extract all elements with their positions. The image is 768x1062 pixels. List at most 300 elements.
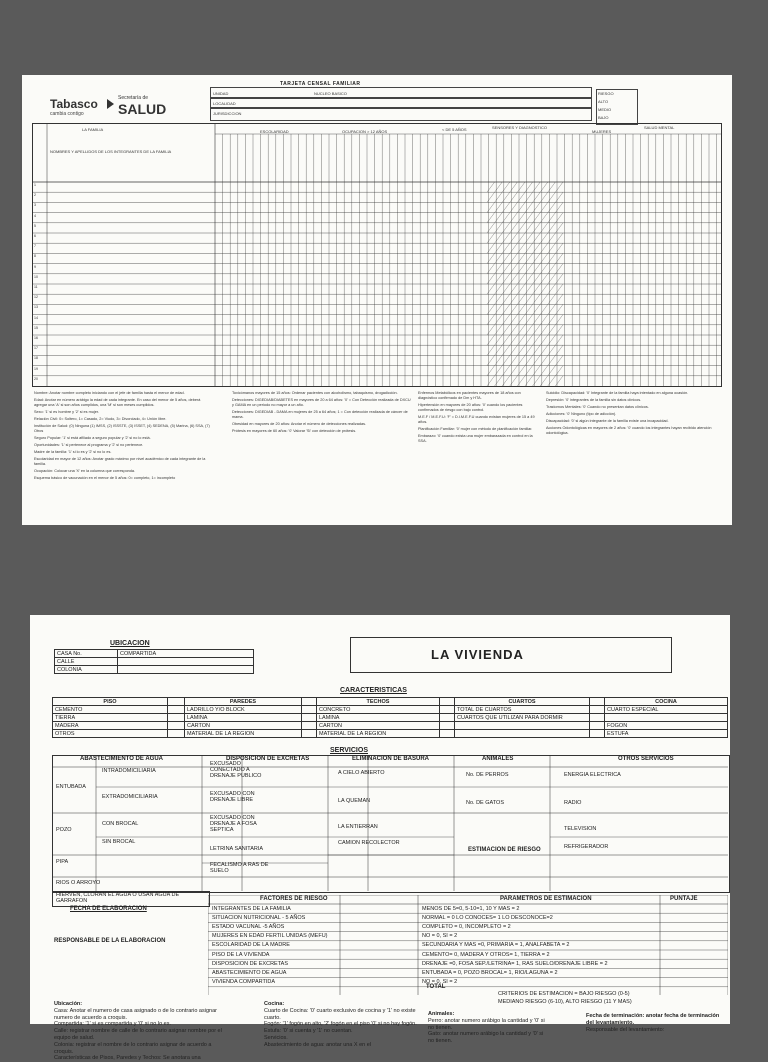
- gatos-label: No. DE GATOS: [466, 800, 505, 806]
- hatch-line: [548, 223, 556, 233]
- hatch-line: [525, 304, 533, 314]
- hatch-line: [533, 304, 541, 314]
- hatch-line: [502, 192, 510, 202]
- hatch-line: [487, 315, 495, 325]
- riesgo-label: RIESGO: [598, 91, 614, 96]
- techos-header: TECHOS: [317, 698, 440, 706]
- hatch-line: [555, 243, 563, 253]
- footer-note: Abastecimiento de agua: anotar una X en el: [264, 1041, 372, 1048]
- row-number: 18: [34, 356, 38, 361]
- entubada-label: ENTUBADA: [56, 784, 86, 790]
- parametro-estimacion: NORMAL = 0 LO CONOCES= 1 LO DESCONOCE=2: [422, 914, 553, 921]
- hatch-line: [517, 294, 525, 304]
- cuartos-check[interactable]: [590, 730, 605, 738]
- hatch-line: [555, 233, 563, 243]
- census-card-sheet: [22, 75, 732, 525]
- casa-label: CASA No.: [55, 650, 118, 658]
- legend-note: Madre de la familia: '1' si lo es y '2' si no lo es.: [34, 450, 112, 454]
- agua-header: ABASTECIMIENTO DE AGUA: [80, 756, 164, 762]
- cocina-option: FOGON: [605, 722, 728, 730]
- hatch-line: [495, 223, 503, 233]
- hatch-line: [533, 355, 541, 365]
- piso-option: TIERRA: [53, 714, 168, 722]
- factores-header: FACTORES DE RIESGO: [260, 896, 328, 902]
- hatch-line: [502, 243, 510, 253]
- hatch-line: [517, 355, 525, 365]
- col-group-salud-mental: SALUD MENTAL: [644, 125, 675, 130]
- factor-riesgo: VIVIENDA COMPARTIDA: [212, 979, 276, 986]
- hatch-line: [495, 335, 503, 345]
- hatch-line: [555, 284, 563, 294]
- legend-note: Adicciones: '0' Ninguno (tipo de adicción).: [546, 412, 617, 416]
- hatch-line: [517, 366, 525, 376]
- hatch-line: [502, 335, 510, 345]
- factor-riesgo: INTEGRANTES DE LA FAMILIA: [212, 905, 291, 912]
- estimacion-riesgo-label: ESTIMACION DE RIESGO: [468, 847, 541, 853]
- hatch-line: [525, 192, 533, 202]
- paredes-option: LADRILLO Y/O BLOCK: [185, 706, 302, 714]
- row-number: 19: [34, 366, 38, 371]
- hatch-line: [533, 243, 541, 253]
- hatch-line: [548, 182, 556, 192]
- paredes-check[interactable]: [302, 722, 317, 730]
- hatch-line: [525, 264, 533, 274]
- hatch-line: [502, 315, 510, 325]
- hatch-line: [495, 284, 503, 294]
- techos-check[interactable]: [440, 714, 455, 722]
- footer-note: Ubicación:: [54, 1001, 83, 1007]
- hatch-line: [540, 294, 548, 304]
- row-number: 13: [34, 305, 38, 310]
- legend-note: Nombre: Anotar nombre completo iniciando con el jefe de familia hasta el menor de edad.: [34, 391, 185, 395]
- piso-header: PISO: [53, 698, 168, 706]
- cuartos-option[interactable]: [455, 722, 590, 730]
- legend-col-2: [232, 391, 412, 436]
- legend-note: Relación Civil: 0= Soltero, 1= Casado, 2= Viudo, 3= Divorciado, 4= Unión libre.: [34, 417, 167, 421]
- hatch-line: [525, 345, 533, 355]
- basura-camion: CAMION RECOLECTOR: [338, 840, 400, 846]
- techos-check[interactable]: [440, 706, 455, 714]
- hatch-line: [517, 304, 525, 314]
- con-brocal-label: CON BROCAL: [102, 821, 139, 827]
- hatch-line: [517, 182, 525, 192]
- hatch-line: [525, 284, 533, 294]
- legend-note: Edad: Anotar en número arábigo la edad de cada integrante. En caso del menor de 5 años, deberá agregar una 'A' si son años cumplidos, una 'M' si son meses cumplidos.: [34, 398, 201, 407]
- pipa-label: PIPA: [56, 859, 69, 865]
- hatch-line: [533, 315, 541, 325]
- hatch-line: [533, 294, 541, 304]
- parametro-estimacion: SECUNDARIA Y MAS =0, PRIMARIA = 1, ANALFABETA = 2: [422, 942, 570, 949]
- total-label: TOTAL: [426, 984, 446, 990]
- legend-note: Obesidad en mayores de 20 años: Anotar el número de detecciones realizadas.: [232, 422, 367, 426]
- hatch-line: [555, 264, 563, 274]
- col-group-escolaridad: ESCOLARIDAD: [260, 129, 289, 134]
- ubicacion-table: [54, 649, 254, 674]
- hatch-line: [525, 366, 533, 376]
- cuartos-check[interactable]: [590, 722, 605, 730]
- tabasco-logo: [50, 97, 98, 117]
- hatch-line: [487, 213, 495, 223]
- hatch-line: [517, 253, 525, 263]
- hatch-line: [525, 294, 533, 304]
- hatch-line: [517, 233, 525, 243]
- responsable-label: RESPONSABLE DE LA ELABORACION: [54, 938, 166, 944]
- col-group-mujeres: MUJERES: [592, 129, 612, 134]
- parametro-estimacion: ENTUBADA = 0, POZO BROCAL= 1, RIO/LAGUNA = 2: [422, 969, 558, 976]
- parametro-estimacion: NO = 0, SI = 2: [422, 933, 458, 940]
- hatch-line: [495, 243, 503, 253]
- hatch-line: [517, 202, 525, 212]
- factor-riesgo: ESCOLARIDAD DE LA MADRE: [212, 942, 290, 949]
- hatch-line: [555, 223, 563, 233]
- hatch-line: [555, 345, 563, 355]
- hatch-line: [517, 335, 525, 345]
- names-column-header: NOMBRES Y APELLIDOS DE LOS INTEGRANTES DE LA FAMILIA: [50, 149, 172, 154]
- hatch-line: [548, 192, 556, 202]
- hatch-line: [533, 213, 541, 223]
- excretas-drenaje-libre: EXCUSADO CON DRENAJE LIBRE: [210, 791, 255, 803]
- hatch-line: [533, 325, 541, 335]
- hatch-line: [510, 304, 518, 314]
- hatch-line: [487, 355, 495, 365]
- footer-notes-2: [264, 1001, 424, 1049]
- legend-note: Escolaridad en mayor de 12 años: Anotar grado máximo por nivel académico de cada integrante de la familia.: [34, 457, 206, 466]
- hatch-line: [540, 355, 548, 365]
- techos-check[interactable]: [440, 722, 455, 730]
- hatch-line: [540, 284, 548, 294]
- hatch-line: [555, 376, 563, 386]
- parametro-estimacion: CEMENTO= 0, MADERA Y OTROS= 1, TIERRA = 2: [422, 951, 550, 958]
- hatch-line: [555, 315, 563, 325]
- hatch-line: [495, 366, 503, 376]
- hatch-line: [555, 192, 563, 202]
- hatch-line: [533, 284, 541, 294]
- hatch-line: [540, 192, 548, 202]
- hatch-line: [525, 202, 533, 212]
- basura-entierran: LA ENTIERRAN: [338, 824, 378, 830]
- legend-note: Oportunidades: '1' si pertenece al programa y '2' si no pertenece.: [34, 443, 144, 447]
- hatch-line: [487, 223, 495, 233]
- col-group-menor5: < DE 5 AÑOS: [442, 127, 467, 132]
- hatch-line: [502, 274, 510, 284]
- salud-logo: [118, 95, 166, 117]
- hatch-line: [510, 315, 518, 325]
- parametros-header: PARAMETROS DE ESTIMACION: [500, 896, 592, 902]
- legend-col-3: [418, 391, 538, 446]
- housing-sheet: [30, 615, 730, 1062]
- paredes-option: LAMINA: [185, 714, 302, 722]
- piso-option: CEMENTO: [53, 706, 168, 714]
- excretas-header: DISPOSICION DE EXCRETAS: [226, 756, 310, 762]
- factor-riesgo: ESTADO VACUNAL -5 AÑOS: [212, 923, 285, 930]
- row-number: 8: [34, 254, 36, 259]
- tabasco-tagline: cambia contigo: [50, 111, 84, 117]
- unidad-label: UNIDAD: [213, 91, 229, 96]
- footer-note: Estufa: '0' si cuenta y '1' no cuentan.: [264, 1028, 353, 1035]
- animales-header: ANIMALES: [482, 756, 514, 762]
- cocina-option: CUARTO ESPECIAL: [605, 706, 728, 714]
- sin-brocal-label: SIN BROCAL: [102, 839, 136, 845]
- hatch-line: [502, 376, 510, 386]
- legend-col-4: [546, 391, 722, 438]
- hatch-line: [540, 264, 548, 274]
- cocina-header: COCINA: [605, 698, 728, 706]
- hatch-line: [510, 192, 518, 202]
- footer-note: Animales:: [428, 1011, 455, 1017]
- hatch-line: [540, 345, 548, 355]
- hatch-line: [555, 335, 563, 345]
- calle-field[interactable]: [118, 658, 254, 666]
- hatch-line: [525, 376, 533, 386]
- hatch-line: [495, 355, 503, 365]
- hatch-line: [510, 213, 518, 223]
- legend-note: Enfermos Metabólicos en pacientes mayores de 18 años con diagnóstico confirmado de Dm y HTA.: [418, 391, 521, 400]
- hatch-line: [517, 325, 525, 335]
- caracteristicas-title: CARACTERISTICAS: [340, 687, 407, 694]
- hatch-line: [502, 345, 510, 355]
- paredes-option: MATERIAL DE LA REGION: [185, 730, 302, 738]
- servicios-grid-lines: [52, 755, 728, 891]
- hatch-line: [525, 213, 533, 223]
- row-number: 7: [34, 244, 36, 249]
- hatch-line: [510, 366, 518, 376]
- row-number: 1: [34, 183, 36, 187]
- footer-note: Servicios.: [264, 1034, 288, 1041]
- hierven-box: [52, 891, 210, 907]
- hatch-line: [555, 253, 563, 263]
- col-group-familia: LA FAMILIA: [82, 127, 104, 132]
- hatch-line: [548, 213, 556, 223]
- hatch-line: [533, 202, 541, 212]
- divider: [210, 97, 592, 99]
- footer-note: Cocina:: [264, 1001, 285, 1007]
- fecha-elaboracion-label: FECHA DE ELABORACION: [70, 906, 147, 912]
- hatch-line: [510, 264, 518, 274]
- hatch-line: [548, 264, 556, 274]
- techos-check[interactable]: [440, 730, 455, 738]
- hatch-line: [487, 192, 495, 202]
- intradom-label: INTRADOMICILIARIA: [102, 768, 156, 774]
- hatch-line: [487, 325, 495, 335]
- row-number: 9: [34, 264, 36, 269]
- footer-note: Gato: anotar numero arábigo la cantidad y '0' si no tienen.: [428, 1031, 544, 1045]
- colonia-label: COLONIA: [55, 666, 118, 674]
- hatch-line: [533, 223, 541, 233]
- riesgo-bajo: BAJO: [598, 115, 609, 120]
- legend-note: Depresión: '0' integrantes de la familia sin datos clínicos.: [546, 398, 642, 402]
- cocina-option[interactable]: [605, 714, 728, 722]
- hatch-line: [525, 315, 533, 325]
- piso-check[interactable]: [168, 714, 185, 722]
- hatch-line: [548, 345, 556, 355]
- hatch-line: [495, 315, 503, 325]
- legend-note: Discapacidad: '0' si algún integrante de la familia existe una incapacidad.: [546, 419, 669, 423]
- criterios-bajo: CRITERIOS DE ESTIMACION = BAJO RIESGO (0-5): [498, 991, 630, 997]
- hatch-line: [517, 264, 525, 274]
- footer-note: Colonia: registrar el nombre de lo contrario asignar de acuerdo a croquis.: [54, 1041, 212, 1055]
- hatch-line: [533, 233, 541, 243]
- rios-label: RIOS O ARROYO: [56, 880, 101, 886]
- hatch-line: [555, 325, 563, 335]
- row-number: 10: [34, 274, 38, 279]
- paredes-check[interactable]: [302, 706, 317, 714]
- hatch-line: [510, 182, 518, 192]
- techos-option: CARTON: [317, 722, 440, 730]
- hatch-line: [525, 355, 533, 365]
- hatch-line: [540, 202, 548, 212]
- hatch-line: [502, 213, 510, 223]
- row-number: 4: [34, 213, 36, 218]
- parametro-estimacion: NO = 0, SI = 2: [422, 979, 458, 986]
- basura-queman: LA QUEMAN: [338, 798, 371, 804]
- legend-note: Ocupación: Colocar una 'X' en la columna que corresponda.: [34, 469, 136, 473]
- hatch-line: [533, 192, 541, 202]
- legend-note: Institución de Salud: (0) Ninguna (1) IMSS, (2) ISSSTE, (3) ISSET, (4) SEDENA, (5) Marina, (6) SSA, (7) Otros: [34, 424, 210, 433]
- hatch-line: [495, 253, 503, 263]
- legend-note: Trastornos Mentales: '0' Cuando no presentan datos clínicos.: [546, 405, 649, 409]
- criterios-mediano-alto: MEDIANO RIESGO (6-10), ALTO RIESGO (11 Y MAS): [498, 999, 632, 1005]
- hatch-line: [517, 345, 525, 355]
- hatch-line: [495, 274, 503, 284]
- hatch-line: [510, 325, 518, 335]
- nucleo-label: NUCLEO BASICO: [314, 91, 347, 96]
- hatch-line: [548, 376, 556, 386]
- col-group-sensores: SENSORES Y DIAGNOSTICO: [492, 125, 547, 130]
- hatch-line: [525, 182, 533, 192]
- energia-electrica-label: ENERGIA ELECTRICA: [564, 772, 621, 778]
- hatch-line: [533, 182, 541, 192]
- factor-riesgo: DISPOSICION DE EXCRETAS: [212, 960, 288, 967]
- footer-note: Características de Pisos, Paredes y Techos: Se anotara una: [54, 1055, 201, 1062]
- hatch-line: [487, 233, 495, 243]
- hatch-line: [548, 202, 556, 212]
- hatch-line: [555, 355, 563, 365]
- hatch-line: [487, 243, 495, 253]
- footer-note: Fecha de terminación: anotar fecha de terminación del levantamiento.: [586, 1013, 720, 1026]
- cuartos-check[interactable]: [590, 714, 605, 722]
- hatch-line: [510, 345, 518, 355]
- hatch-line: [487, 284, 495, 294]
- parametro-estimacion: COMPLETO = 0, INCOMPLETO = 2: [422, 923, 511, 930]
- legend-col-1: [34, 391, 214, 483]
- perros-label: No. DE PERROS: [466, 772, 509, 778]
- excretas-letrina: LETRINA SANITARIA: [210, 846, 264, 852]
- hatch-line: [510, 376, 518, 386]
- hatch-line: [525, 274, 533, 284]
- row-number: 15: [34, 325, 38, 330]
- card-title: TARJETA CENSAL FAMILIAR: [280, 81, 361, 87]
- vivienda-title-box: [350, 637, 672, 673]
- row-number: 14: [34, 315, 38, 320]
- footer-note: Perro: anotar numero arábigo la cantidad y '0' si no tienen.: [428, 1017, 545, 1031]
- hatch-line: [517, 315, 525, 325]
- hatch-line: [495, 182, 503, 192]
- hatch-line: [525, 253, 533, 263]
- hatch-line: [510, 202, 518, 212]
- hatch-line: [548, 304, 556, 314]
- piso-check[interactable]: [168, 706, 185, 714]
- legend-note: Toxicómanos mayores de 15 años: Ordenar pacientes con alcoholismo, tabaquismo, drogadicción.: [232, 391, 398, 395]
- hatch-line: [540, 335, 548, 345]
- piso-check[interactable]: [168, 722, 185, 730]
- hatch-line: [525, 233, 533, 243]
- hatch-line: [525, 335, 533, 345]
- hatch-line: [517, 284, 525, 294]
- paredes-header: PAREDES: [185, 698, 302, 706]
- hatch-line: [487, 253, 495, 263]
- row-number: 3: [34, 203, 36, 208]
- hatch-line: [510, 233, 518, 243]
- legend-note: Detecciones: DIGEDIAB/DIABETES en mayores de 20 a 64 años: '0' = Con Detección realizada de DXCU y GAMA en un periodo no mayor a un año.: [232, 398, 411, 407]
- hatch-line: [510, 274, 518, 284]
- hatch-line: [495, 233, 503, 243]
- hatch-line: [555, 202, 563, 212]
- legend-note: Suicidio: Discapacidad: '0' Integrante de la familia haya intentado en alguna ocasión.: [546, 391, 689, 395]
- hatch-line: [540, 253, 548, 263]
- cuartos-check[interactable]: [590, 706, 605, 714]
- hatch-line: [510, 294, 518, 304]
- hatch-line: [555, 213, 563, 223]
- hatch-line: [533, 376, 541, 386]
- extradom-label: EXTRADOMICILIARIA: [102, 794, 158, 800]
- census-grid: [32, 123, 722, 387]
- hatch-line: [548, 325, 556, 335]
- ubicacion-title: UBICACION: [110, 640, 150, 647]
- vivienda-title: LA VIVIENDA: [431, 647, 524, 662]
- colonia-field[interactable]: [118, 666, 254, 674]
- hatch-line: [487, 345, 495, 355]
- hatch-line: [517, 376, 525, 386]
- cuartos-option: TOTAL DE CUARTOS: [455, 706, 590, 714]
- paredes-check[interactable]: [302, 714, 317, 722]
- paredes-check[interactable]: [302, 730, 317, 738]
- hatch-line: [548, 366, 556, 376]
- hatch-line: [510, 355, 518, 365]
- riesgo-alto: ALTO: [598, 99, 609, 104]
- hatch-line: [548, 355, 556, 365]
- hatch-line: [548, 233, 556, 243]
- hatch-line: [525, 243, 533, 253]
- jurisdiccion-label: JURISDICCION: [213, 111, 242, 116]
- hatch-line: [495, 202, 503, 212]
- hatch-line: [517, 192, 525, 202]
- legend-note: Embarazo: '0' cuando exista una mujer embarazada en control en la SSA.: [418, 434, 533, 443]
- hatch-line: [533, 335, 541, 345]
- hatch-line: [533, 274, 541, 284]
- hatch-line: [510, 284, 518, 294]
- hatch-line: [502, 202, 510, 212]
- factor-riesgo: MUJERES EN EDAD FERTIL UNIDAS (MEFU): [212, 933, 328, 940]
- divider: [210, 107, 592, 109]
- piso-check[interactable]: [168, 730, 185, 738]
- row-number: 2: [34, 193, 36, 198]
- cuartos-option[interactable]: [455, 730, 590, 738]
- cuartos-option: CUARTOS QUE UTILIZAN PARA DORMIR: [455, 714, 590, 722]
- techos-option: MATERIAL DE LA REGION: [317, 730, 440, 738]
- hatch-line: [487, 335, 495, 345]
- hatch-line: [548, 335, 556, 345]
- footer-note: Cuarto de Cocina: '0' cuarto exclusivo de cocina y '1' no existe cuarto.: [264, 1007, 416, 1021]
- pozo-label: POZO: [56, 827, 72, 833]
- localidad-label: LOCALIDAD: [213, 101, 236, 106]
- excretas-fecalismo: FECALISMO A RAS DE SUELO: [210, 862, 269, 874]
- hatch-line: [487, 304, 495, 314]
- hatch-line: [533, 366, 541, 376]
- legend-note: Esquema básico de vacunación en el menor de 5 años: 0= completo, 1= incompleto: [34, 476, 176, 480]
- hatch-line: [502, 294, 510, 304]
- salud-logo-top: Secretaría de: [118, 95, 149, 101]
- hatch-line: [487, 274, 495, 284]
